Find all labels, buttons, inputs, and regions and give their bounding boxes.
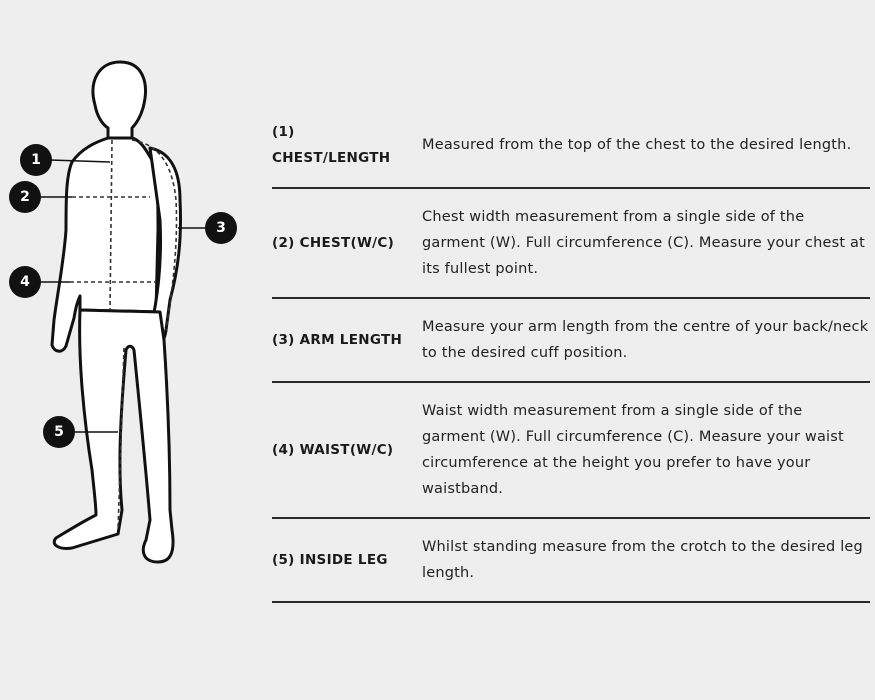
marker-inside-leg bbox=[43, 416, 75, 448]
measurement-description: Measured from the top of the chest to the desired length. bbox=[422, 137, 852, 153]
measurement-row-waist bbox=[272, 383, 870, 519]
measurement-label: (4) WAIST(W/C) bbox=[272, 442, 394, 458]
measurement-table bbox=[272, 103, 870, 603]
measurement-row-arm-length bbox=[272, 299, 870, 383]
measurement-description: Whilst standing measure from the crotch to the desired leg length. bbox=[422, 539, 863, 581]
marker-number: 4 bbox=[20, 274, 30, 290]
measurement-label: (5) INSIDE LEG bbox=[272, 552, 388, 568]
marker-arm-length bbox=[205, 212, 237, 244]
measurement-row-chest-length bbox=[272, 103, 870, 189]
marker-number: 2 bbox=[20, 189, 30, 205]
measurement-row-inside-leg bbox=[272, 519, 870, 603]
measurement-description: Measure your arm length from the centre of your back/neck to the desired cuff position. bbox=[422, 319, 869, 361]
measurement-row-chest bbox=[272, 189, 870, 299]
measurement-description: Waist width measurement from a single side of the garment (W). Full circumference (C). Measure your waist circumference at the height you prefer to have your waistband. bbox=[422, 403, 844, 497]
measurement-description: Chest width measurement from a single side of the garment (W). Full circumference (C). Measure your chest at its fullest point. bbox=[422, 209, 866, 277]
measurement-label: (1) CHEST/LENGTH bbox=[272, 124, 391, 166]
measurement-label: (2) CHEST(W/C) bbox=[272, 235, 395, 251]
figure-head bbox=[93, 62, 145, 140]
figure-outline bbox=[0, 0, 260, 700]
measurement-label: (3) ARM LENGTH bbox=[272, 332, 403, 348]
marker-chest-width bbox=[9, 181, 41, 213]
body-figure bbox=[0, 0, 260, 700]
marker-number: 5 bbox=[54, 424, 64, 440]
marker-chest-length bbox=[20, 144, 52, 176]
marker-number: 1 bbox=[31, 152, 41, 168]
marker-waist bbox=[9, 266, 41, 298]
marker-number: 3 bbox=[216, 220, 226, 236]
